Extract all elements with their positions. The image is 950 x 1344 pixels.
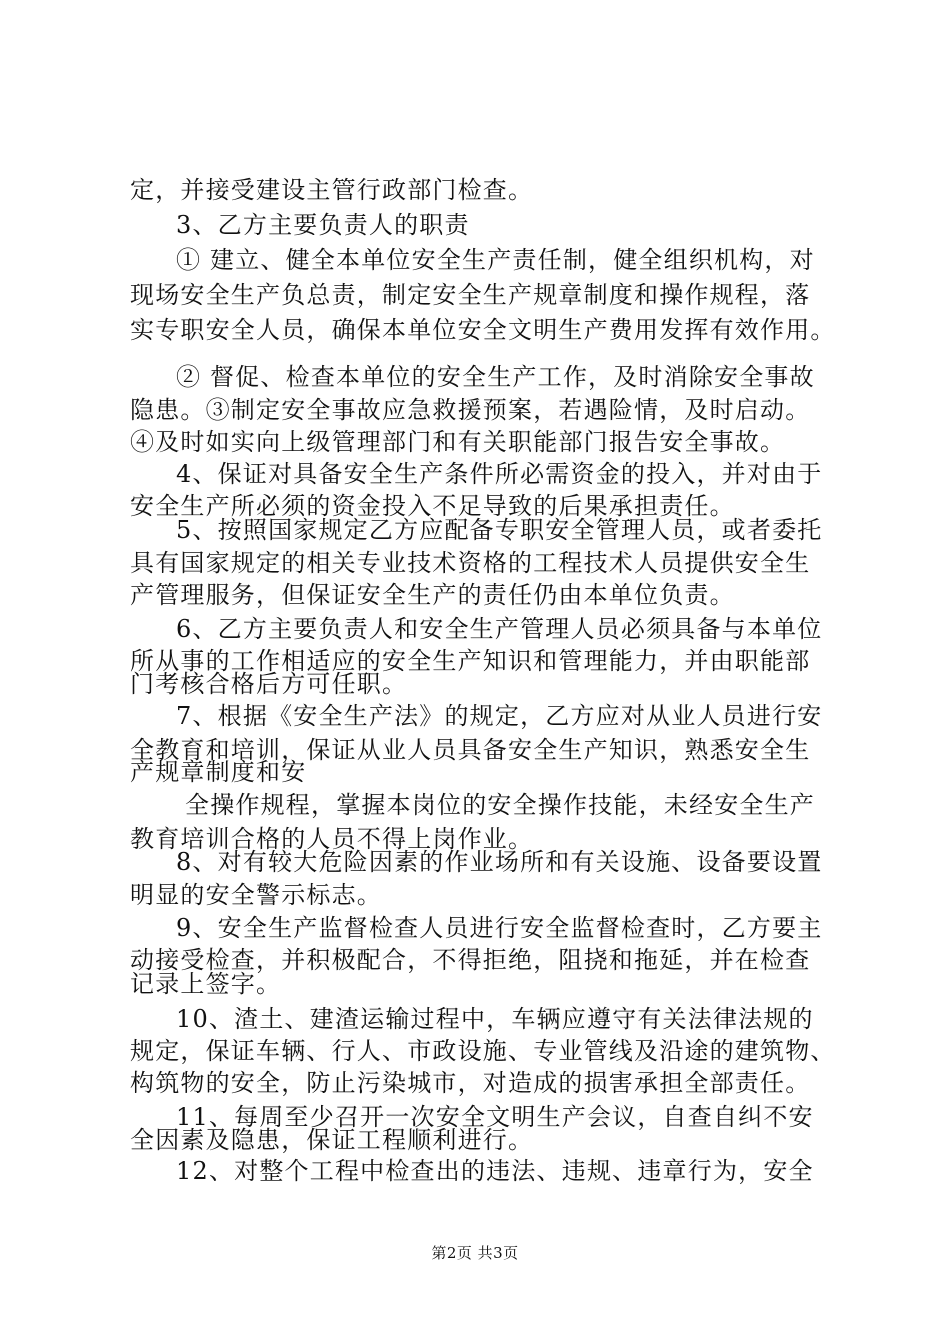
- text-line: ② 督促、检查本单位的安全生产工作，及时消除安全事故: [176, 363, 815, 391]
- text-line: 动接受检查，并积极配合，不得拒绝，阻挠和拖延，并在检查: [130, 946, 811, 974]
- text-line: 规定，保证车辆、行人、市政设施、专业管线及沿途的建筑物、: [130, 1037, 836, 1065]
- text-line: 10、渣土、建渣运输过程中，车辆应遵守有关法律法规的: [176, 1005, 814, 1033]
- text-line: 安全生产所必须的资金投入不足导致的后果承担责任。: [130, 492, 735, 520]
- text-line: 所从事的工作相适应的安全生产知识和管理能力，并由职能部: [130, 647, 811, 675]
- text-line: ① 建立、健全本单位安全生产责任制，健全组织机构，对: [176, 246, 815, 274]
- text-line: 全因素及隐患，保证工程顺利进行。: [130, 1126, 534, 1154]
- text-line: 产管理服务，但保证安全生产的责任仍由本单位负责。: [130, 581, 735, 609]
- text-line: 产规章制度和安: [130, 758, 307, 786]
- text-line: 5、按照国家规定乙方应配备专职安全管理人员，或者委托: [176, 516, 823, 544]
- text-line: 定，并接受建设主管行政部门检查。: [130, 176, 534, 204]
- text-line: 明显的安全警示标志。: [130, 881, 382, 909]
- text-line: 6、乙方主要负责人和安全生产管理人员必须具备与本单位: [176, 615, 823, 643]
- text-line: 9、安全生产监督检查人员进行安全监督检查时，乙方要主: [176, 914, 823, 942]
- text-line: 具有国家规定的相关专业技术资格的工程技术人员提供安全生: [130, 549, 811, 577]
- page-number-footer: 第2页 共3页: [431, 1244, 519, 1262]
- text-line: 门考核合格后方可任职。: [130, 670, 408, 698]
- text-line: 记录上签字。: [130, 970, 282, 998]
- text-line: 现场安全生产负总责，制定安全生产规章制度和操作规程，落: [130, 281, 811, 309]
- text-line: 4、保证对具备安全生产条件所必需资金的投入，并对由于: [176, 460, 823, 488]
- text-line: 7、根据《安全生产法》的规定，乙方应对从业人员进行安: [176, 702, 823, 730]
- text-line: 8、对有较大危险因素的作业场所和有关设施、设备要设置: [176, 848, 823, 876]
- text-line: 12、对整个工程中检查出的违法、违规、违章行为，安全: [176, 1157, 814, 1185]
- section-heading: 3、乙方主要负责人的职责: [176, 211, 470, 239]
- text-line: 11、每周至少召开一次安全文明生产会议，自查自纠不安: [176, 1103, 814, 1131]
- text-line: 实专职安全人员，确保本单位安全文明生产费用发挥有效作用。: [130, 316, 836, 344]
- text-line: 隐患。③制定安全事故应急救援预案，若遇险情，及时启动。: [130, 396, 811, 424]
- text-line: ④及时如实向上级管理部门和有关职能部门报告安全事故。: [130, 428, 786, 456]
- text-line: 全教育和培训，保证从业人员具备安全生产知识，熟悉安全生: [130, 736, 811, 764]
- text-line: 构筑物的安全，防止污染城市，对造成的损害承担全部责任。: [130, 1069, 811, 1097]
- text-line: 教育培训合格的人员不得上岗作业。: [130, 825, 534, 853]
- text-line: 全操作规程，掌握本岗位的安全操作技能，未经安全生产: [185, 791, 815, 819]
